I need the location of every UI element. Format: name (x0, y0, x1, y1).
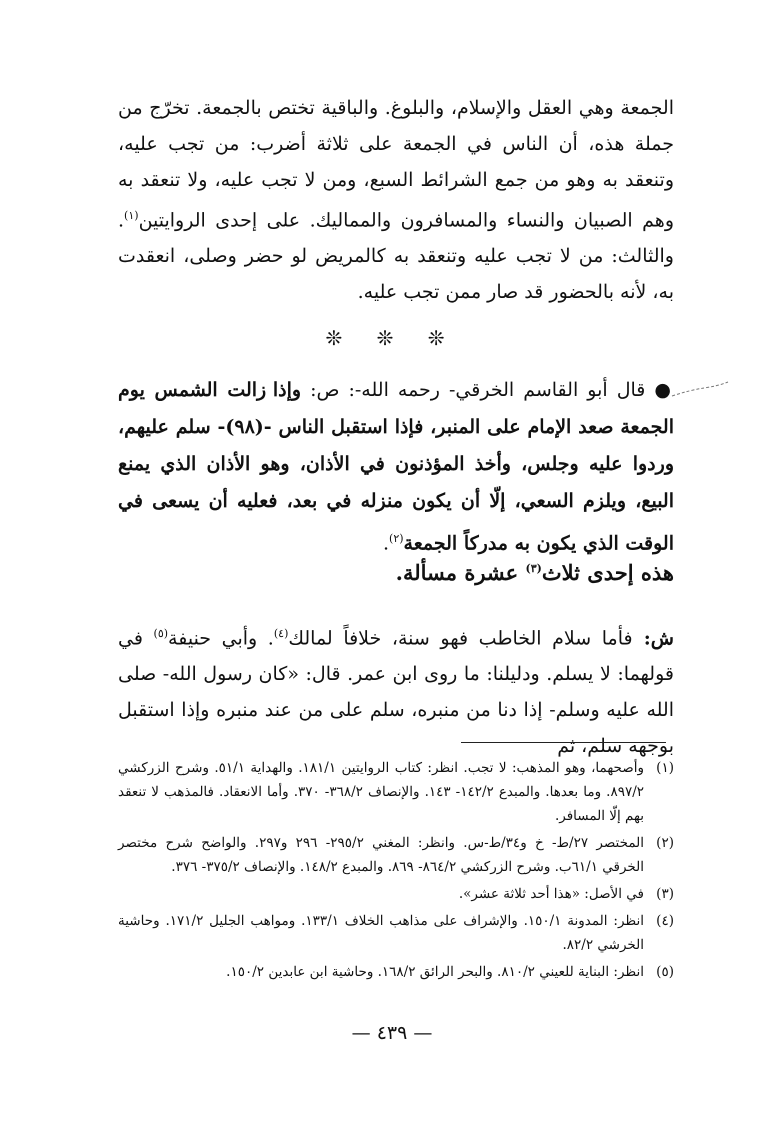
footnote-ref-5[interactable]: (٥) (153, 627, 169, 640)
commentary-text-b: . وأبي حنيفة (168, 627, 274, 650)
footnotes (118, 756, 674, 987)
page-number: — ٤٣٩ — (351, 1022, 433, 1044)
footnote-text: انظر: المدونة ١٥٠/١. والإشراف على مذاهب الخلاف ١٣٣/١. ومواهب الجليل ١٧١/٢. وحاشية الخرشي ٨٢/٢. (118, 913, 644, 953)
commentary-text-c: في قولهما: لا يسلم. ودليلنا: ما روى ابن عمر. قال: «كان رسول الله- صلى الله عليه وسلم- إذا دنا من منبره، سلم على من عند منبره وإذا استقبل بوجهه سلم، ثم (118, 627, 674, 758)
heading-text-a: هذه إحدى ثلاث (541, 560, 674, 585)
footnote (118, 909, 674, 957)
footnote (118, 756, 674, 828)
footnote-ref-1[interactable]: (١) (124, 209, 139, 222)
matn-end: . (382, 532, 390, 555)
footnote-ref-2[interactable]: (٢) (389, 532, 404, 545)
footnote-ref-4[interactable]: (٤) (273, 627, 289, 640)
footnote (118, 960, 674, 984)
paragraph-continuation (118, 90, 674, 310)
matn-text: وإذا زالت الشمس يوم الجمعة صعد الإمام على المنبر، فإذا استقبل الناس -(٩٨)- سلم عليهم، وردوا عليه وجلس، وأخذ المؤذنون في الأذان، وهو الأذان الذي يمنع البيع، ويلزم السعي، إلّا أن يكون منزله في بعد، فعليه أن يسعى في الوقت الذي يكون به مدركاً الجمعة (118, 379, 674, 555)
section-separator: ❊ ❊ ❊ (325, 326, 459, 350)
paragraph-text: الجمعة وهي العقل والإسلام، والبلوغ. والباقية تختص بالجمعة. تخرّج من جملة هذه، أن الناس في الجمعة على ثلاثة أضرب: من تجب عليه، وتنعقد به وهو من جمع الشرائط السبع، ومن لا تجب عليه، ولا تنعقد به وهم الصبيان والنساء والمسافرون والمماليك. على إحدى الروايتين (118, 97, 674, 232)
footnote (118, 831, 674, 879)
footnote-number: (٥) (656, 964, 674, 980)
footnote-number: (٢) (656, 835, 674, 851)
margin-mark (670, 378, 730, 402)
heading-text-b: عشرة مسألة. (395, 560, 526, 585)
commentary-marker: ش: (632, 627, 674, 650)
footnote-number: (٣) (656, 886, 674, 902)
footnote-text: انظر: البناية للعيني ٨١٠/٢. والبحر الرائق ١٦٨/٢. وحاشية ابن عابدين ١٥٠/٢. (226, 964, 644, 980)
commentary-text-a: فأما سلام الخاطب فهو سنة، خلافاً لمالك (288, 627, 633, 650)
matn-paragraph (118, 372, 674, 562)
footnote-number: (١) (656, 760, 674, 776)
footnote-ref-3[interactable]: (٣) (525, 562, 542, 575)
footnote-number: (٤) (656, 913, 674, 929)
footnote (118, 882, 674, 906)
paragraph-text-rest: . والثالث: من لا تجب عليه وتنعقد به كالمريض لو حضر وصلى، انعقدت به، لأنه بالحضور قد صار ممن تجب عليه. (118, 209, 674, 304)
footnote-divider (461, 742, 666, 743)
footnote-text: وأصحهما، وهو المذهب: لا تجب. انظر: كتاب الروايتين ١٨١/١. والهداية ٥١/١. وشرح الزركشي ٨٩٧/٢. وما بعدها. والمبدع ١٤٢/٢- ١٤٣. والإنصاف ٣٦٨/٢- ٣٧٠. وأما الانعقاد. فالمذهب لا تنعقد بهم إلّا المسافر. (118, 760, 645, 824)
matn-intro: ● قال أبو القاسم الخرقي- رحمه الله-: ص: (301, 379, 674, 401)
footnote-text: في الأصل: «هذا أحد ثلاثة عشر». (458, 886, 644, 902)
footnote-text: المختصر ٢٧/ط- خ و٣٤/ط-س. وانظر: المغني ٢٩٥/٢- ٢٩٦ و٢٩٧. والواضح شرح مختصر الخرقي ٦١/١ب. وشرح الزركشي ٨٦٤/٢- ٨٦٩. والمبدع ١٤٨/٢. والإنصاف ٣٧٥/٢- ٣٧٦. (118, 835, 645, 875)
issue-heading (118, 560, 674, 585)
